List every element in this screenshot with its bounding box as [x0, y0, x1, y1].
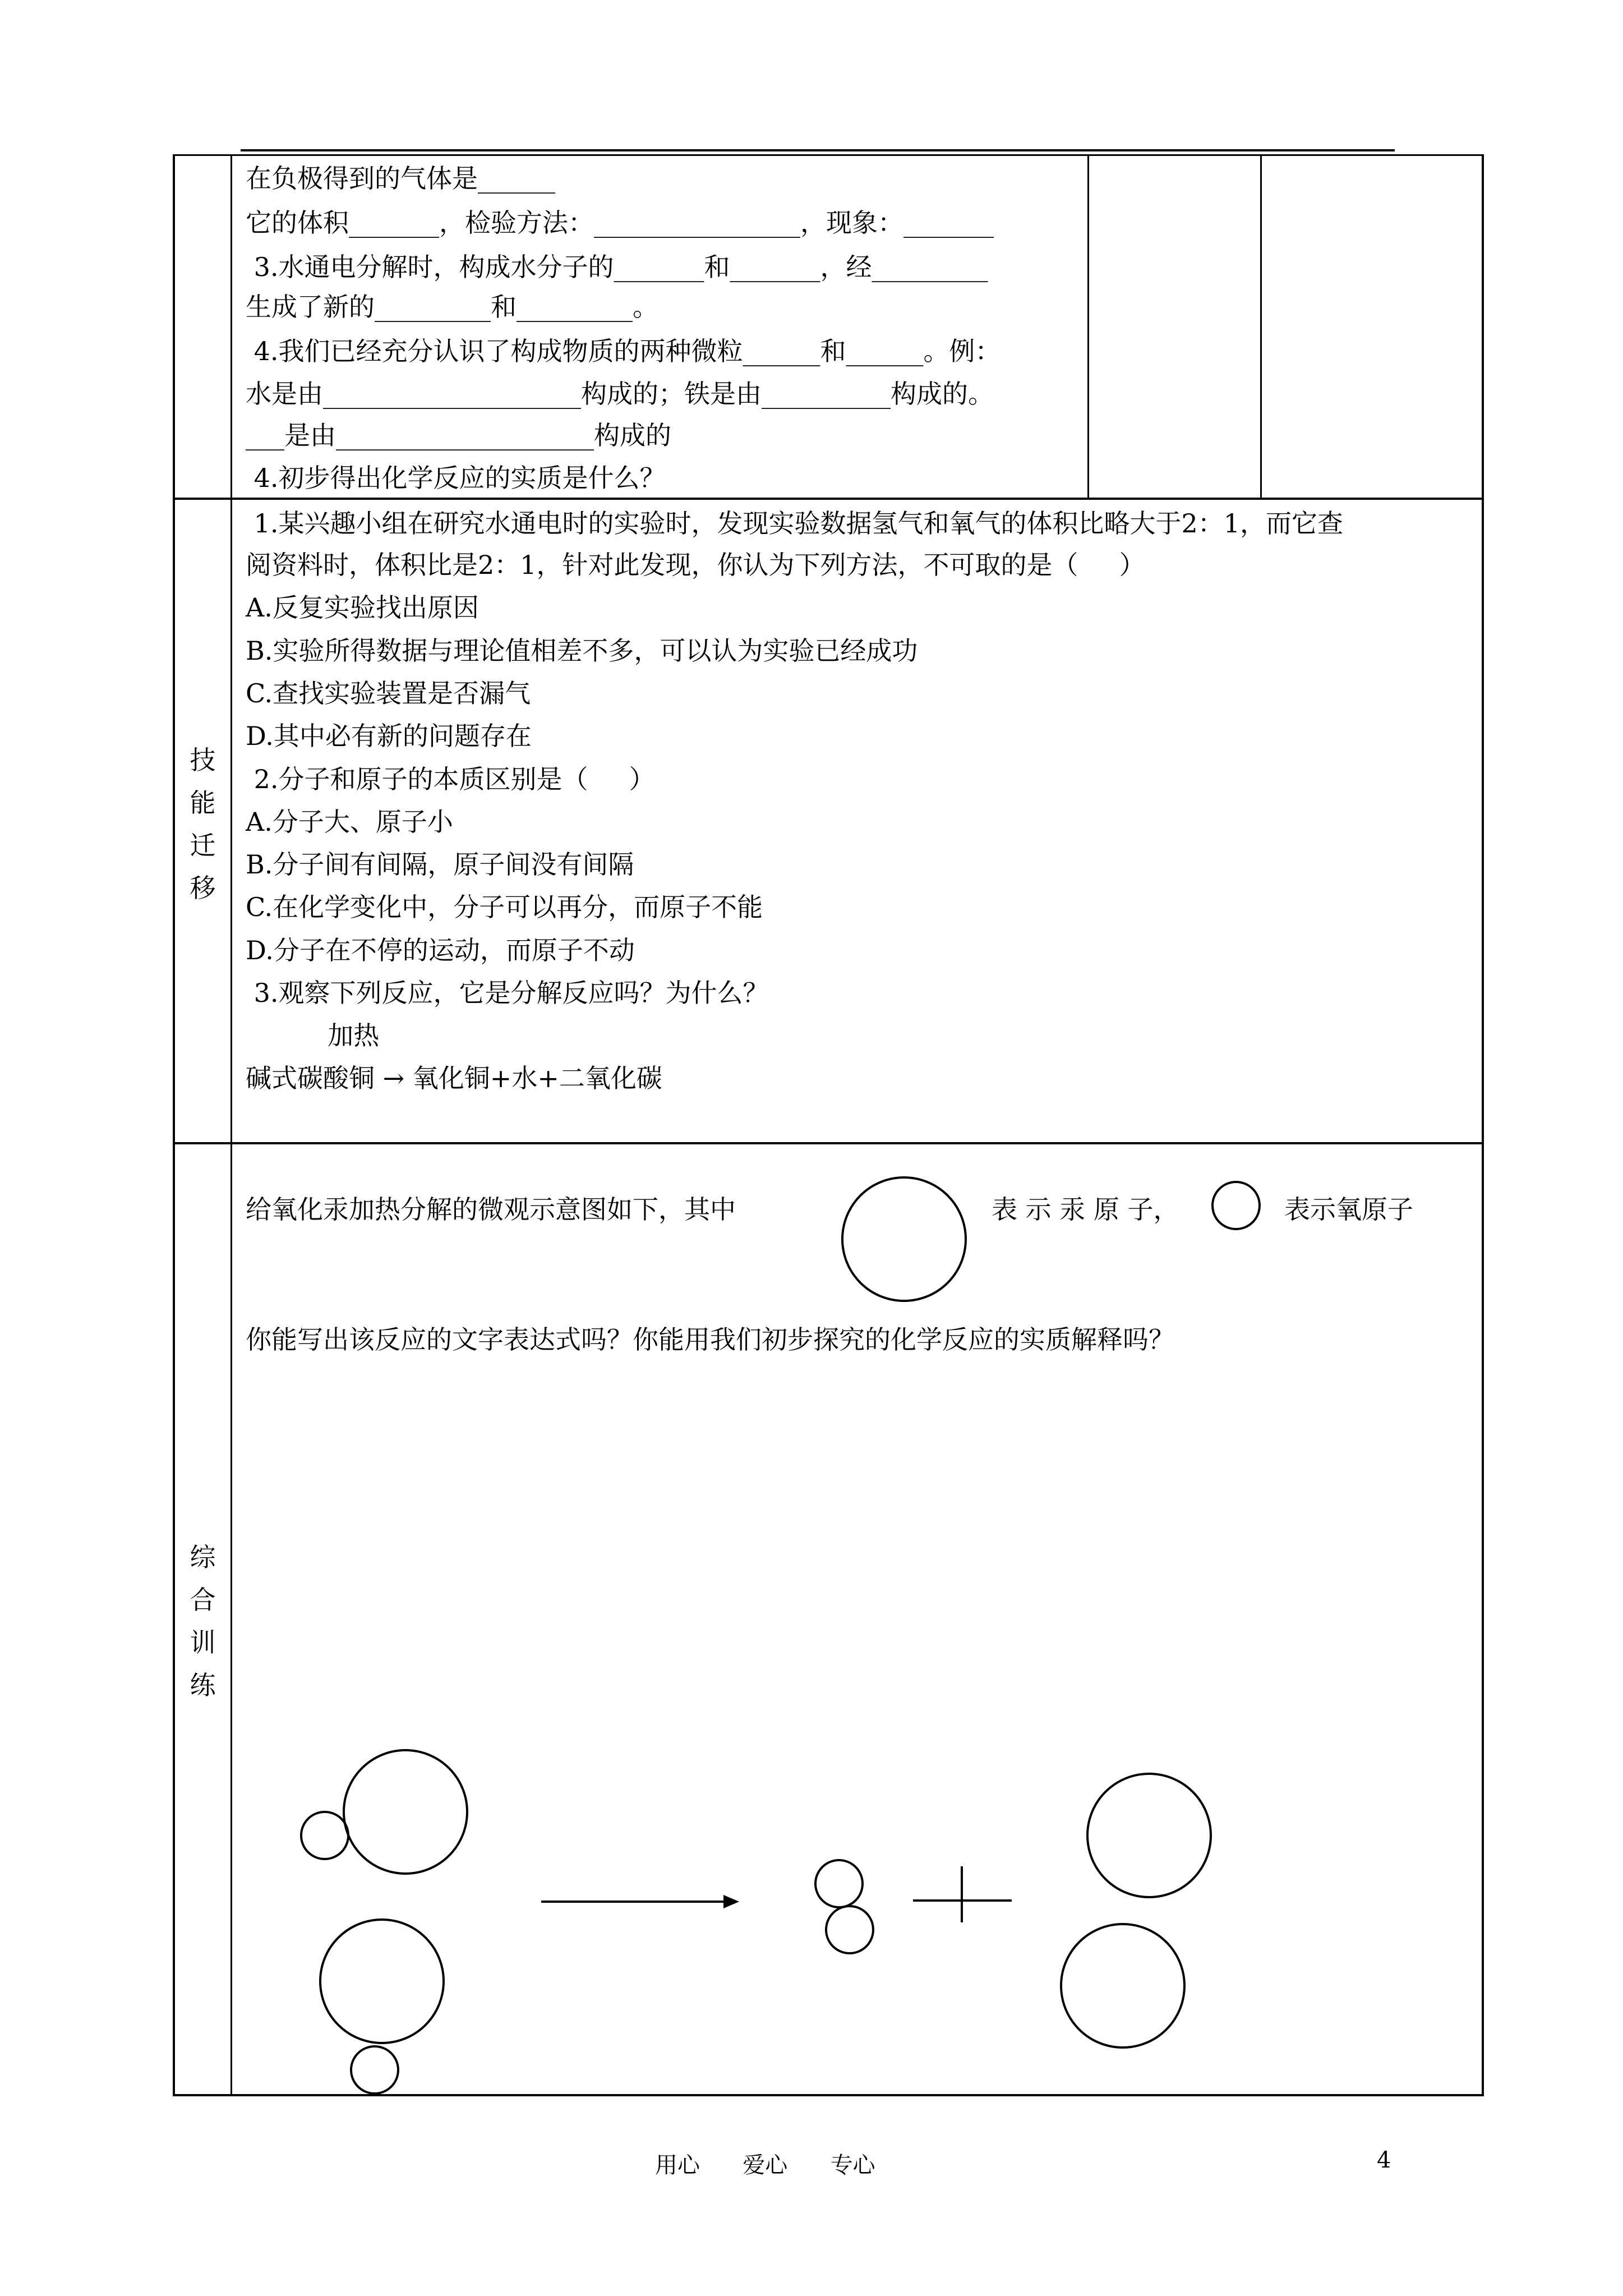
oxygen-atom-icon — [826, 1906, 873, 1953]
question-text: 你能写出该反应的文字表达式吗？你能用我们初步探究的化学反应的实质解释吗？ — [246, 1324, 1174, 1355]
mercury-atom-icon — [344, 1750, 467, 1874]
label-char: 移 — [190, 873, 216, 903]
footer-motto: 用心 爱心 专心 — [655, 2152, 875, 2178]
label-char: 迁 — [190, 830, 216, 861]
question-line: 3.观察下列反应，它是分解反应吗？为什么？ — [246, 978, 769, 1008]
question-line: 2.分子和原子的本质区别是（ ） — [246, 764, 655, 794]
label-char: 能 — [190, 788, 216, 818]
option-line: B.分子间有间隔，原子间没有间隔 — [246, 849, 634, 880]
row1-line: 它的体积_______，检验方法：________________，现象：_______ — [246, 208, 994, 238]
oxygen-atom-icon — [815, 1860, 863, 1907]
row1-line: 3.水通电分解时，构成水分子的_______和_______，经_________ — [246, 252, 988, 282]
oxygen-legend-text: 表示氧原子 — [1284, 1194, 1413, 1225]
label-char: 合 — [190, 1585, 216, 1615]
reaction-equation: 碱式碳酸铜 → 氧化铜+水+二氧化碳 — [246, 1063, 662, 1093]
mercury-atom-legend-icon — [842, 1177, 966, 1301]
label-char: 综 — [190, 1542, 216, 1572]
option-line: C.查找实验装置是否漏气 — [246, 678, 531, 708]
row1-line: 4.初步得出化学反应的实质是什么？ — [246, 463, 666, 493]
question-line: 1.某兴趣小组在研究水通电时的实验时，发现实验数据氢气和氧气的体积比略大于2：1，而它查 — [246, 508, 1344, 539]
row1-line: 生成了新的_________和_________。 — [246, 292, 658, 322]
row1-line: 在负极得到的气体是______ — [246, 163, 555, 194]
row1-line: 水是由____________________构成的；铁是由__________构成的。 — [246, 379, 994, 409]
label-char: 训 — [190, 1627, 216, 1658]
option-line: D.分子在不停的运动，而原子不动 — [246, 935, 635, 965]
reaction-condition: 加热 — [246, 1020, 380, 1051]
row1-line: ___是由____________________构成的 — [246, 420, 671, 450]
option-line: D.其中必有新的问题存在 — [246, 721, 532, 751]
oxygen-atom-icon — [351, 2046, 398, 2093]
option-line: B.实验所得数据与理论值相差不多，可以认为实验已经成功 — [246, 636, 918, 666]
option-line: C.在化学变化中，分子可以再分，而原子不能 — [246, 892, 763, 922]
option-line: A.反复实验找出原因 — [246, 592, 479, 623]
question-line: 阅资料时，体积比是2：1，针对此发现，你认为下列方法，不可取的是（ ） — [246, 550, 1145, 580]
mercury-atom-icon — [1087, 1774, 1211, 1897]
row1-line: 4.我们已经充分认识了构成物质的两种微粒______和______。例： — [246, 336, 1001, 366]
page-number: 4 — [1377, 2147, 1391, 2173]
mercury-atom-icon — [320, 1920, 444, 2043]
label-char: 练 — [190, 1670, 216, 1700]
oxygen-atom-icon — [301, 1812, 348, 1859]
mercury-atom-icon — [1061, 1924, 1184, 2047]
oxygen-atom-legend-icon — [1212, 1182, 1260, 1229]
option-line: A.分子大、原子小 — [246, 807, 453, 837]
diagram-intro: 给氧化汞加热分解的微观示意图如下，其中 — [246, 1194, 736, 1225]
label-char: 技 — [190, 745, 216, 775]
mercury-legend-text: 表 示 汞 原 子， — [992, 1194, 1179, 1225]
